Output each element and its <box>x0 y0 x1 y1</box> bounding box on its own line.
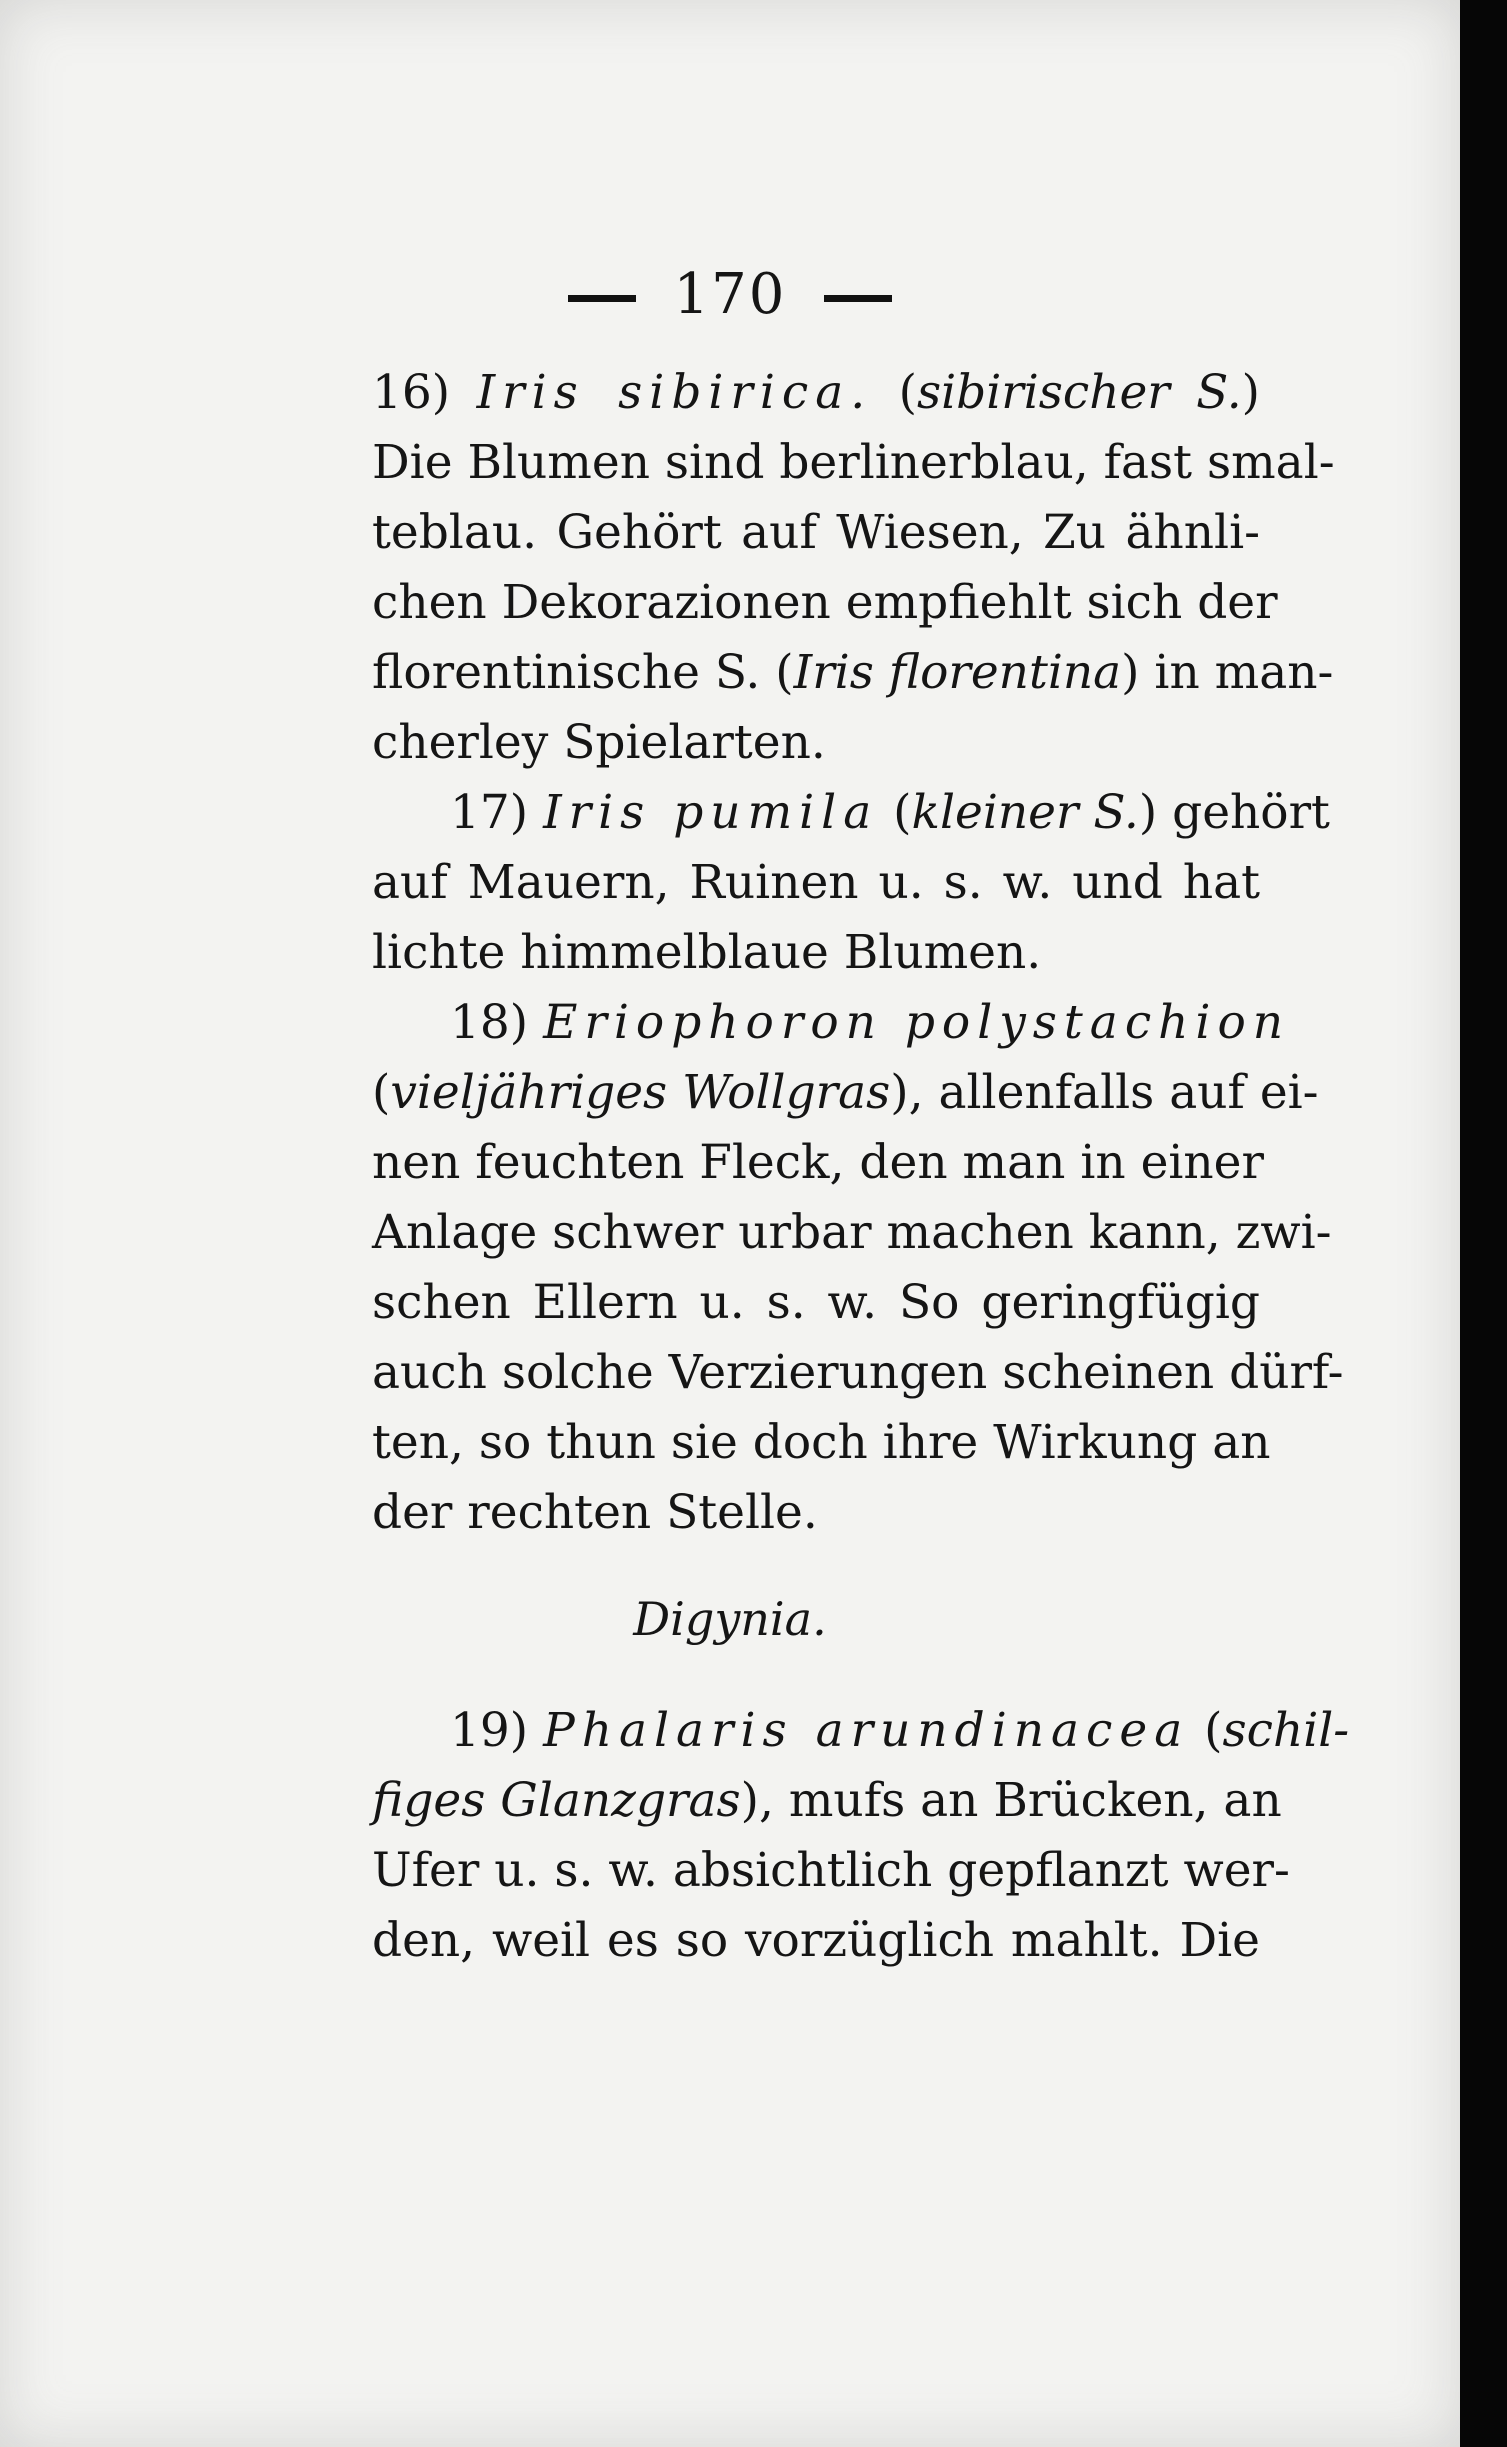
text-line <box>372 1408 1271 1478</box>
text-run: ( <box>1189 1703 1223 1758</box>
text-run: Phalaris arundinacea <box>543 1703 1190 1758</box>
text-line <box>372 1268 1260 1338</box>
text-run: ten, so thun sie doch ihre Wirkung an <box>372 1415 1271 1470</box>
text-run: ( <box>872 365 917 420</box>
text-line <box>372 1128 1264 1198</box>
header-dash-right <box>824 295 892 302</box>
text-run: Eriophoron polystachion <box>543 995 1291 1050</box>
text-run: kleiner S. <box>911 785 1139 840</box>
text-block-digynia <box>372 1696 1350 1976</box>
text-line <box>372 708 1260 778</box>
text-run: Iris pumila <box>543 785 879 840</box>
text-line <box>372 848 1260 918</box>
text-run: ) <box>1241 365 1260 420</box>
text-run: der rechten Stelle. <box>372 1485 818 1540</box>
text-line <box>372 638 1334 708</box>
text-run: ( <box>878 785 912 840</box>
text-run: cherley Spielarten. <box>372 715 826 770</box>
text-block-main <box>372 358 1344 1548</box>
text-run: ) gehört <box>1138 785 1330 840</box>
text-line <box>372 358 1260 428</box>
text-run: ) in man- <box>1121 645 1334 700</box>
text-run: vieljähriges Wollgras <box>390 1065 891 1120</box>
text-run: Anlage schwer urbar machen kann, zwi- <box>372 1205 1332 1260</box>
text-run: florentinische S. ( <box>372 645 794 700</box>
text-run: auch solche Verzierungen scheinen dürf- <box>372 1345 1344 1400</box>
page-number: 170 <box>673 262 787 327</box>
text-run: Ufer u. s. w. absichtlich gepflanzt wer- <box>372 1843 1290 1898</box>
text-run: den, weil es so vorzüglich mahlt. Die <box>372 1913 1260 1968</box>
text-line <box>372 1198 1332 1268</box>
text-run: schil- <box>1222 1703 1350 1758</box>
text-line <box>372 778 1330 848</box>
text-run: 18) <box>450 995 544 1050</box>
text-line <box>372 1478 1260 1548</box>
text-run: ), allenfalls auf ei- <box>890 1065 1319 1120</box>
text-line <box>372 1906 1260 1976</box>
text-run: Iris sibirica. <box>476 365 873 420</box>
scan-edge <box>1460 0 1507 2447</box>
text-run: nen feuchten Fleck, den man in einer <box>372 1135 1264 1190</box>
text-line <box>372 918 1260 988</box>
text-run: teblau. Gehört auf Wiesen, Zu ähnli- <box>372 505 1260 560</box>
text-line <box>372 1338 1344 1408</box>
text-run: 16) <box>372 365 477 420</box>
text-run: 17) <box>450 785 544 840</box>
page-header <box>0 262 1460 327</box>
text-line <box>372 428 1335 498</box>
text-line <box>372 1058 1319 1128</box>
section-heading: Digynia. <box>633 1592 827 1646</box>
text-run: 19) <box>450 1703 544 1758</box>
text-line <box>372 1696 1350 1766</box>
text-run: ), mufs an Brücken, an <box>740 1773 1282 1828</box>
header-dash-left <box>568 295 636 302</box>
text-run: chen Dekorazionen empfiehlt sich der <box>372 575 1278 630</box>
text-run: Iris florentina <box>793 645 1122 700</box>
text-line <box>372 1766 1282 1836</box>
text-line <box>372 1836 1290 1906</box>
text-line <box>372 988 1291 1058</box>
text-line <box>372 498 1260 568</box>
text-run: sibirischer S. <box>917 365 1242 420</box>
text-run: ( <box>372 1065 391 1120</box>
text-run: schen Ellern u. s. w. So geringfügig <box>372 1275 1260 1330</box>
text-line <box>372 568 1278 638</box>
text-run: lichte himmelblaue Blumen. <box>372 925 1042 980</box>
text-run: figes Glanzgras <box>372 1773 741 1828</box>
text-run: auf Mauern, Ruinen u. s. w. und hat <box>372 855 1260 910</box>
text-run: Die Blumen sind berlinerblau, fast smal- <box>372 435 1335 490</box>
